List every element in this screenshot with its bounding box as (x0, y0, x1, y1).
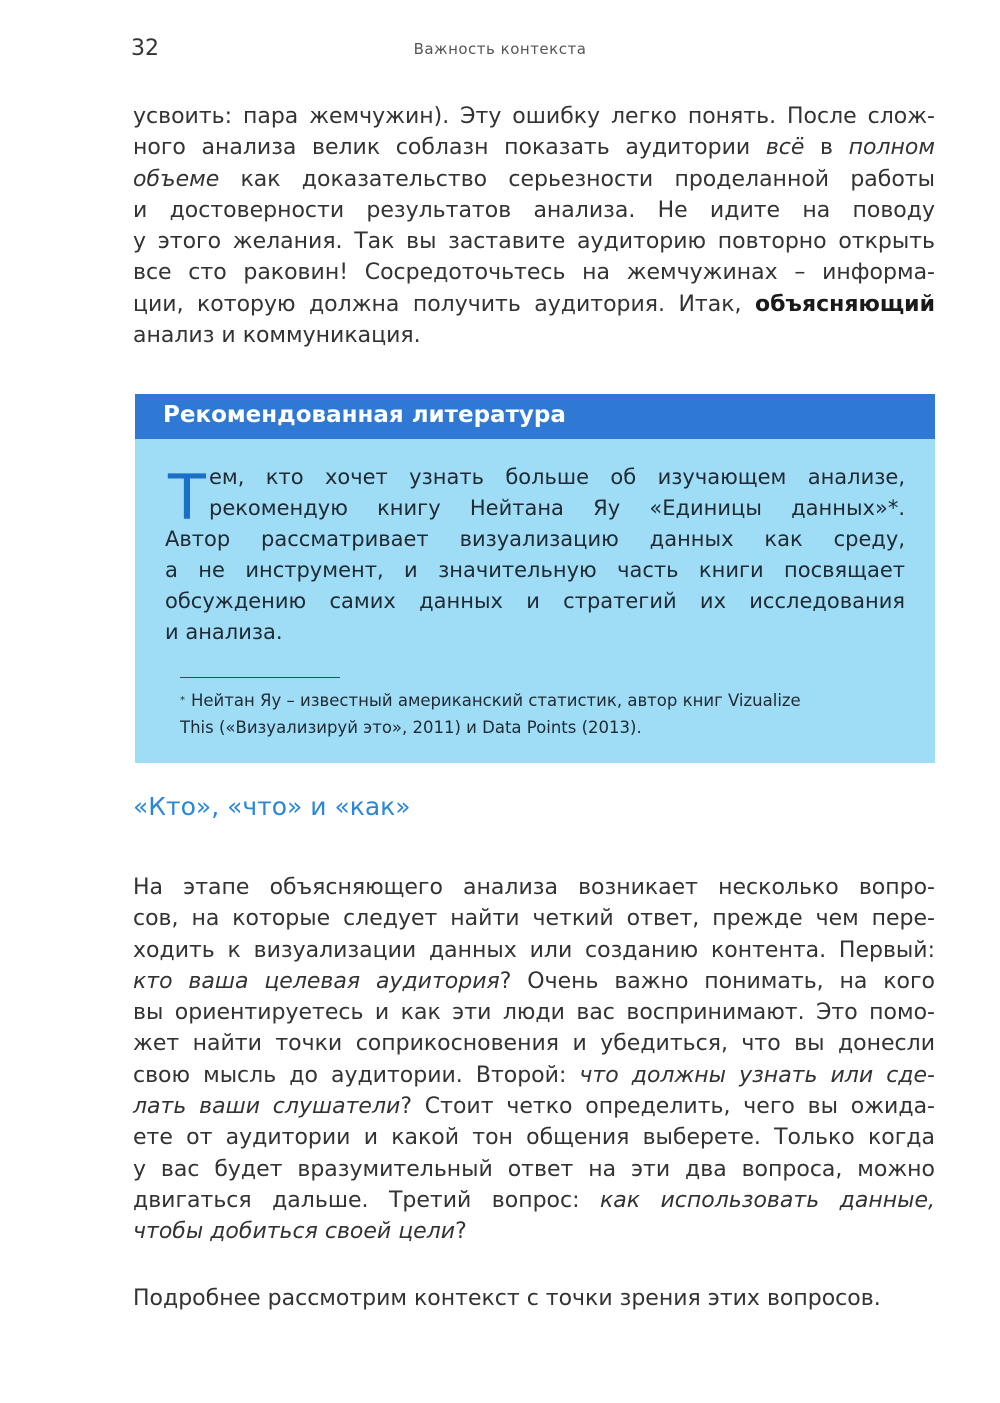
page-number: 32 (131, 36, 159, 61)
text-line: у этого желания. Так вы заставите аудиторию повторно открыть (133, 229, 935, 255)
text-line: чтобы добиться своей цели? (133, 1219, 467, 1245)
emphasis: кто ваша целевая аудитория (133, 968, 500, 994)
text-line: рекомендую книгу Нейтана Яу «Единицы данных»*. (209, 496, 905, 520)
text-line: усвоить: пара жемчужин). Эту ошибку легко понять. После слож- (133, 104, 935, 129)
emphasis: как использовать данные, (599, 1187, 935, 1213)
box-body (165, 462, 905, 648)
emphasis: лать ваши слушатели (133, 1094, 401, 1120)
text-line: и анализа. (165, 620, 283, 644)
text-line: двигаться дальше. Третий вопрос: как использовать данные, (133, 1187, 935, 1213)
emphasis: всё (765, 135, 805, 161)
emphasis: полном (848, 135, 935, 161)
section-heading: «Кто», «что» и «как» (133, 792, 411, 821)
emphasis: объеме (133, 166, 220, 192)
text-line: Подробнее рассмотрим контекст с точки зрения этих вопросов. (133, 1286, 881, 1311)
footnote-line: * Нейтан Яу – известный американский статистик, автор книг Vizualize (180, 691, 801, 710)
text-line: кто ваша целевая аудитория? Очень важно понимать, на кого (133, 968, 935, 994)
text-line: объеме как доказательство серьезности проделанной работы (133, 166, 935, 192)
text-line: ете от аудитории и какой тон общения выберете. Только когда (133, 1125, 935, 1151)
text-line: ем, кто хочет узнать больше об изучающем анализе, (209, 465, 905, 489)
text-line: свою мысль до аудитории. Второй: что должны узнать или сде- (133, 1062, 935, 1088)
bold-term: объясняющий (754, 291, 935, 317)
paragraph-closing (133, 1283, 935, 1314)
drop-cap: Т (168, 461, 206, 534)
text-line: а не инструмент, и значительную часть книги посвящает (165, 558, 905, 582)
box-header (135, 394, 935, 439)
text-line: ного анализа велик соблазн показать аудитории всё в полном (133, 135, 935, 161)
text-line: ходить к визуализации данных или созданию контента. Первый: (133, 937, 935, 963)
text-line: у вас будет вразумительный ответ на эти два вопроса, можно (133, 1156, 935, 1182)
recommended-reading-box (135, 394, 935, 763)
running-head: Важность контекста (413, 40, 587, 58)
footnote-line: This («Визуализируй это», 2011) и Data Points (2013). (180, 718, 642, 737)
emphasis: что должны узнать или сде- (579, 1062, 935, 1088)
text-line: жет найти точки соприкосновения и убедиться, что вы донесли (133, 1031, 935, 1057)
text-line: На этапе объясняющего анализа возникает несколько вопро- (133, 875, 935, 900)
text-line: и достоверности результатов анализа. Не идите на поводу (133, 197, 935, 223)
emphasis: чтобы добиться своей цели (133, 1219, 456, 1245)
paragraph-intro (133, 101, 935, 351)
text-line: все сто раковин! Сосредоточьтесь на жемчужинах – информа- (133, 260, 935, 286)
footnote (180, 687, 910, 741)
footnote-divider (180, 677, 340, 678)
footnote-mark: * (180, 695, 185, 706)
text-line: сов, на которые следует найти четкий ответ, прежде чем пере- (133, 906, 935, 932)
text-line: анализ и коммуникация. (133, 323, 421, 349)
text-line: вы ориентируетесь и как эти люди вас воспринимают. Это помо- (133, 1000, 935, 1026)
text-line: ции, которую должна получить аудитория. Итак, объясняющий (133, 291, 935, 317)
text-line: обсуждению самих данных и стратегий их исследования (165, 589, 905, 613)
text-line: Автор рассматривает визуализацию данных как среду, (165, 527, 905, 551)
text-line: лать ваши слушатели? Стоит четко определить, чего вы ожида- (133, 1094, 935, 1120)
box-title: Рекомендованная литература (163, 402, 566, 428)
paragraph-questions (133, 872, 935, 1248)
